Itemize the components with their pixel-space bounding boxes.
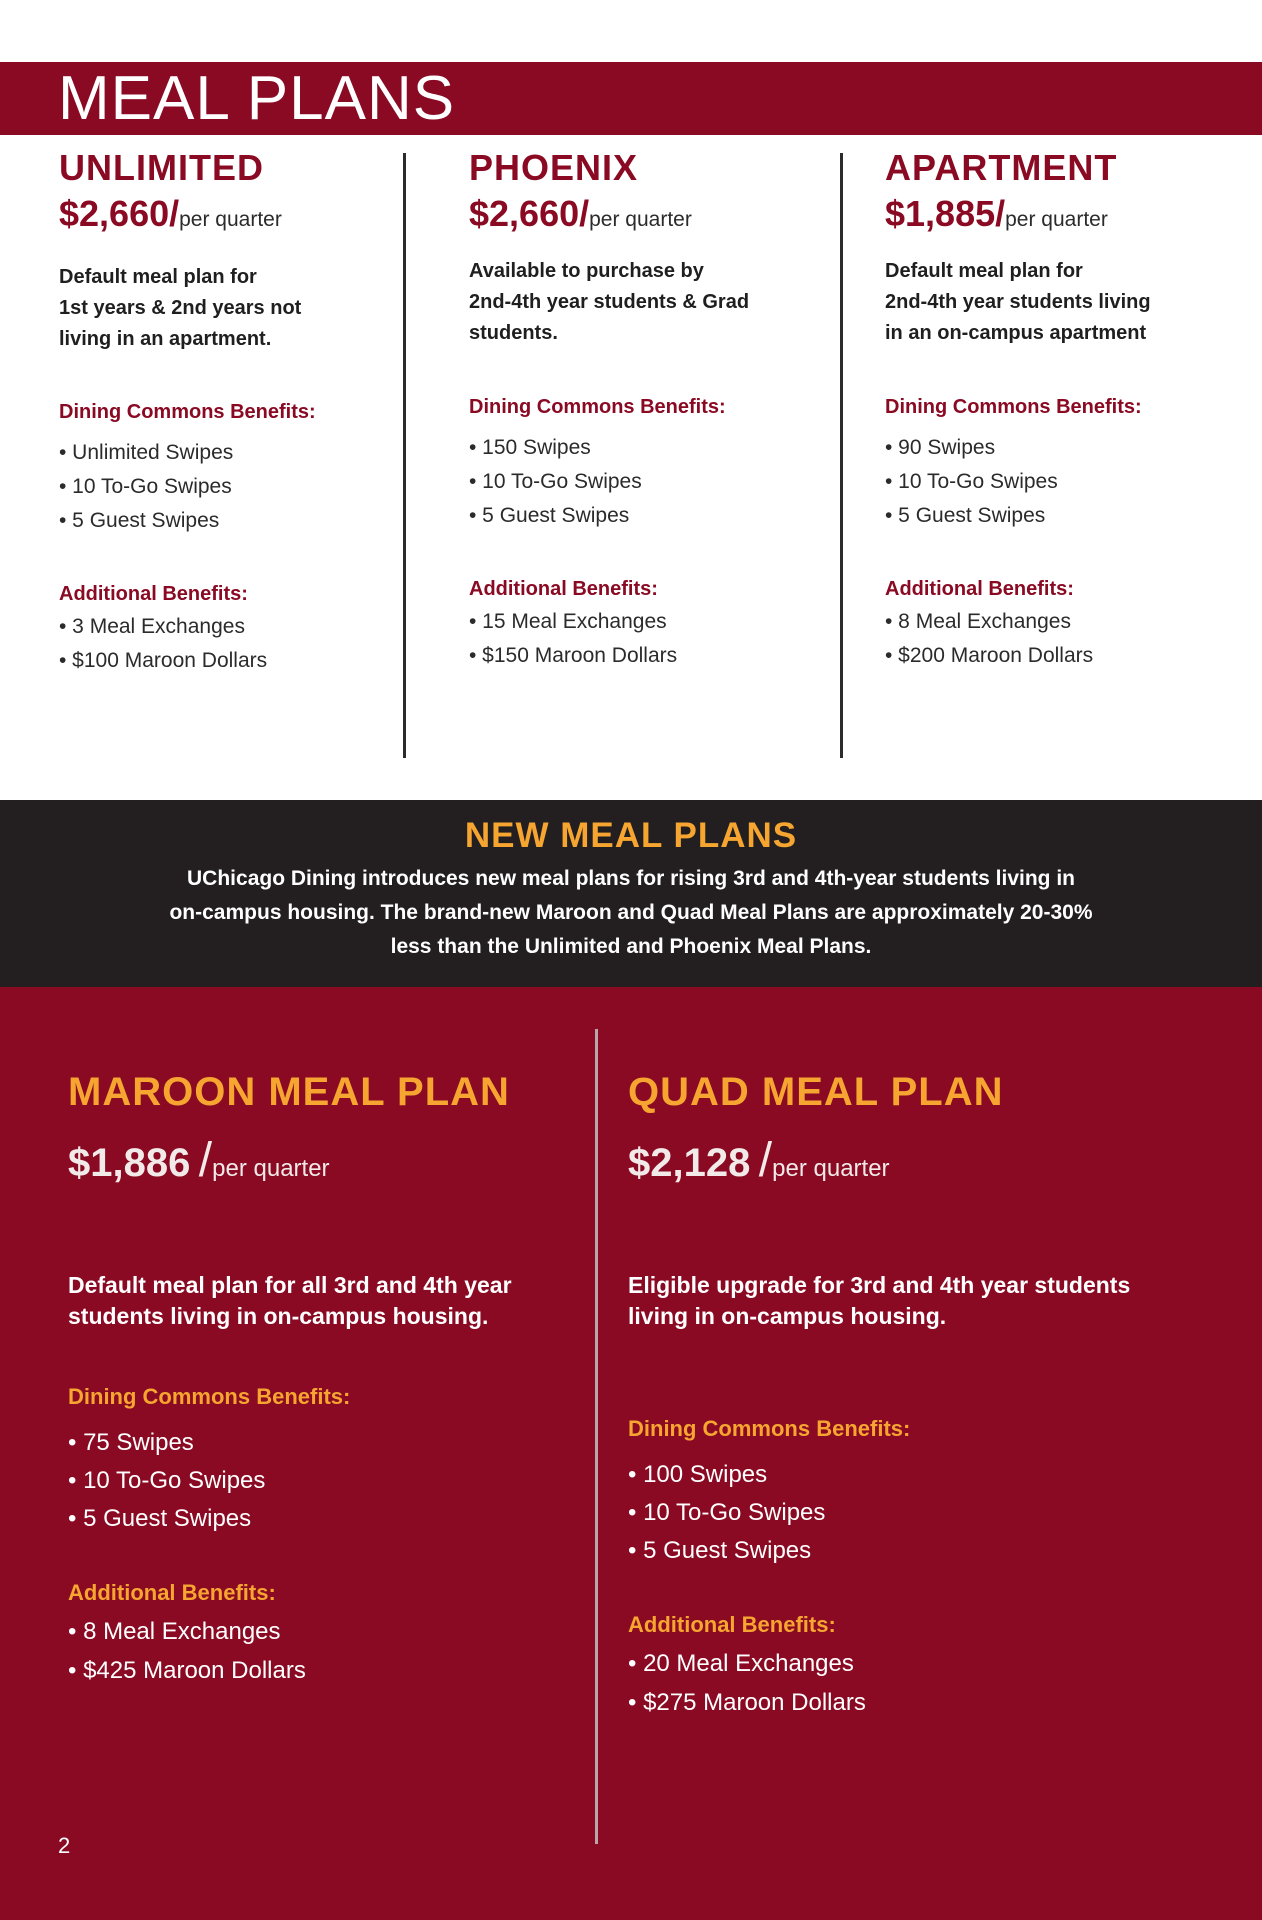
description-line: in an on-campus apartment	[885, 322, 1147, 344]
additional-benefits-list	[628, 1644, 1228, 1722]
plan-price: $2,660	[469, 193, 580, 234]
description-line: Default meal plan for	[59, 266, 257, 288]
column-divider	[403, 153, 406, 758]
list-item: • 5 Guest Swipes	[59, 509, 220, 532]
plan-description	[59, 262, 399, 355]
plan-name: APARTMENT	[885, 147, 1118, 188]
list-item: • 5 Guest Swipes	[628, 1537, 812, 1564]
dining-benefits-list	[469, 431, 829, 533]
list-item: • 100 Swipes	[628, 1461, 768, 1488]
plan-price: $2,128	[628, 1141, 751, 1185]
description-line: students living in on-campus housing.	[68, 1303, 489, 1329]
list-item: • 15 Meal Exchanges	[469, 610, 667, 633]
list-item: • $200 Maroon Dollars	[885, 644, 1094, 667]
dining-benefits-heading: Dining Commons Benefits:	[68, 1384, 351, 1409]
plan-card-apartment	[885, 148, 1245, 673]
description-line: Eligible upgrade for 3rd and 4th year students	[628, 1272, 1131, 1298]
price-row	[628, 1135, 1228, 1198]
column-divider	[840, 153, 843, 758]
dining-benefits-list	[68, 1424, 578, 1538]
additional-benefits-heading: Additional Benefits:	[628, 1612, 836, 1637]
list-item: • 90 Swipes	[885, 436, 996, 459]
section-title: NEW MEAL PLANS	[464, 816, 798, 855]
description-line: on-campus housing. The brand-new Maroon and Quad Meal Plans are approximately 20-30%	[169, 901, 1093, 924]
plan-name: UNLIMITED	[59, 147, 264, 188]
price-slash: /	[995, 193, 1006, 234]
dining-benefits-list	[885, 431, 1245, 533]
list-item: • 20 Meal Exchanges	[628, 1650, 854, 1677]
list-item: • 75 Swipes	[68, 1429, 194, 1456]
price-period: per quarter	[1005, 208, 1108, 231]
plan-card-unlimited	[59, 148, 399, 678]
price-slash: /	[579, 193, 590, 234]
list-item: • 10 To-Go Swipes	[59, 475, 232, 498]
price-row	[68, 1135, 578, 1198]
description-line: 1st years & 2nd years not	[59, 297, 302, 319]
list-item: • 5 Guest Swipes	[885, 504, 1046, 527]
plan-description	[628, 1270, 1228, 1332]
dining-benefits-heading: Dining Commons Benefits:	[628, 1416, 911, 1441]
list-item: • $425 Maroon Dollars	[68, 1657, 306, 1684]
description-line: 2nd-4th year students & Grad	[469, 291, 750, 313]
additional-benefits-list	[59, 610, 399, 678]
additional-benefits-heading: Additional Benefits:	[59, 583, 248, 605]
price-period: per quarter	[772, 1155, 890, 1182]
section-description	[86, 862, 1176, 964]
list-item: • $275 Maroon Dollars	[628, 1689, 866, 1716]
plan-price: $1,885	[885, 193, 996, 234]
price-slash: /	[198, 1134, 213, 1187]
description-line: 2nd-4th year students living	[885, 291, 1151, 313]
list-item: • 10 To-Go Swipes	[628, 1499, 826, 1526]
description-line: Default meal plan for	[885, 260, 1083, 282]
price-row	[59, 192, 399, 244]
dining-benefits-heading: Dining Commons Benefits:	[885, 396, 1142, 418]
new-plans-section	[0, 987, 1262, 1920]
price-row	[469, 192, 829, 244]
price-period: per quarter	[589, 208, 692, 231]
new-meal-plans-band	[0, 800, 1262, 987]
list-item: • $150 Maroon Dollars	[469, 644, 678, 667]
price-row	[885, 192, 1245, 244]
plan-price: $2,660	[59, 193, 170, 234]
plan-name: MAROON MEAL PLAN	[68, 1070, 510, 1114]
plan-price: $1,886	[68, 1141, 191, 1185]
list-item: • 10 To-Go Swipes	[885, 470, 1058, 493]
additional-benefits-list	[885, 605, 1245, 673]
plan-card-phoenix	[469, 148, 829, 673]
plan-name: PHOENIX	[469, 147, 639, 188]
dining-benefits-list	[628, 1456, 1228, 1570]
list-item: • 3 Meal Exchanges	[59, 615, 245, 638]
description-line: less than the Unlimited and Phoenix Meal Plans.	[390, 935, 872, 958]
header-banner	[0, 62, 1262, 135]
description-line: living in on-campus housing.	[628, 1303, 947, 1329]
list-item: • 5 Guest Swipes	[68, 1505, 252, 1532]
description-line: students.	[469, 322, 558, 344]
plan-name: QUAD MEAL PLAN	[628, 1070, 1004, 1114]
description-line: living in an apartment.	[59, 328, 272, 350]
list-item: • 150 Swipes	[469, 436, 591, 459]
plan-card-quad	[628, 1067, 1228, 1722]
price-slash: /	[758, 1134, 773, 1187]
plan-card-maroon	[68, 1067, 578, 1690]
list-item: • 8 Meal Exchanges	[68, 1618, 281, 1645]
list-item: • 10 To-Go Swipes	[469, 470, 642, 493]
list-item: • 10 To-Go Swipes	[68, 1467, 266, 1494]
list-item: • $100 Maroon Dollars	[59, 649, 268, 672]
price-period: per quarter	[179, 208, 282, 231]
list-item: • 8 Meal Exchanges	[885, 610, 1071, 633]
page-title: MEAL PLANS	[58, 64, 456, 133]
column-divider	[595, 1029, 598, 1844]
additional-benefits-heading: Additional Benefits:	[885, 578, 1074, 600]
plan-description	[469, 256, 829, 349]
plan-description	[68, 1270, 578, 1332]
list-item: • Unlimited Swipes	[59, 441, 234, 464]
price-period: per quarter	[212, 1155, 330, 1182]
dining-benefits-heading: Dining Commons Benefits:	[469, 396, 726, 418]
additional-benefits-list	[68, 1612, 578, 1690]
additional-benefits-heading: Additional Benefits:	[68, 1580, 276, 1605]
price-slash: /	[169, 193, 180, 234]
list-item: • 5 Guest Swipes	[469, 504, 630, 527]
dining-benefits-list	[59, 436, 399, 538]
additional-benefits-heading: Additional Benefits:	[469, 578, 658, 600]
description-line: UChicago Dining introduces new meal plans for rising 3rd and 4th-year students living in	[187, 867, 1075, 890]
plan-description	[885, 256, 1245, 349]
additional-benefits-list	[469, 605, 829, 673]
description-line: Default meal plan for all 3rd and 4th year	[68, 1272, 512, 1298]
dining-benefits-heading: Dining Commons Benefits:	[59, 401, 316, 423]
page-number: 2	[58, 1833, 71, 1858]
description-line: Available to purchase by	[469, 260, 704, 282]
